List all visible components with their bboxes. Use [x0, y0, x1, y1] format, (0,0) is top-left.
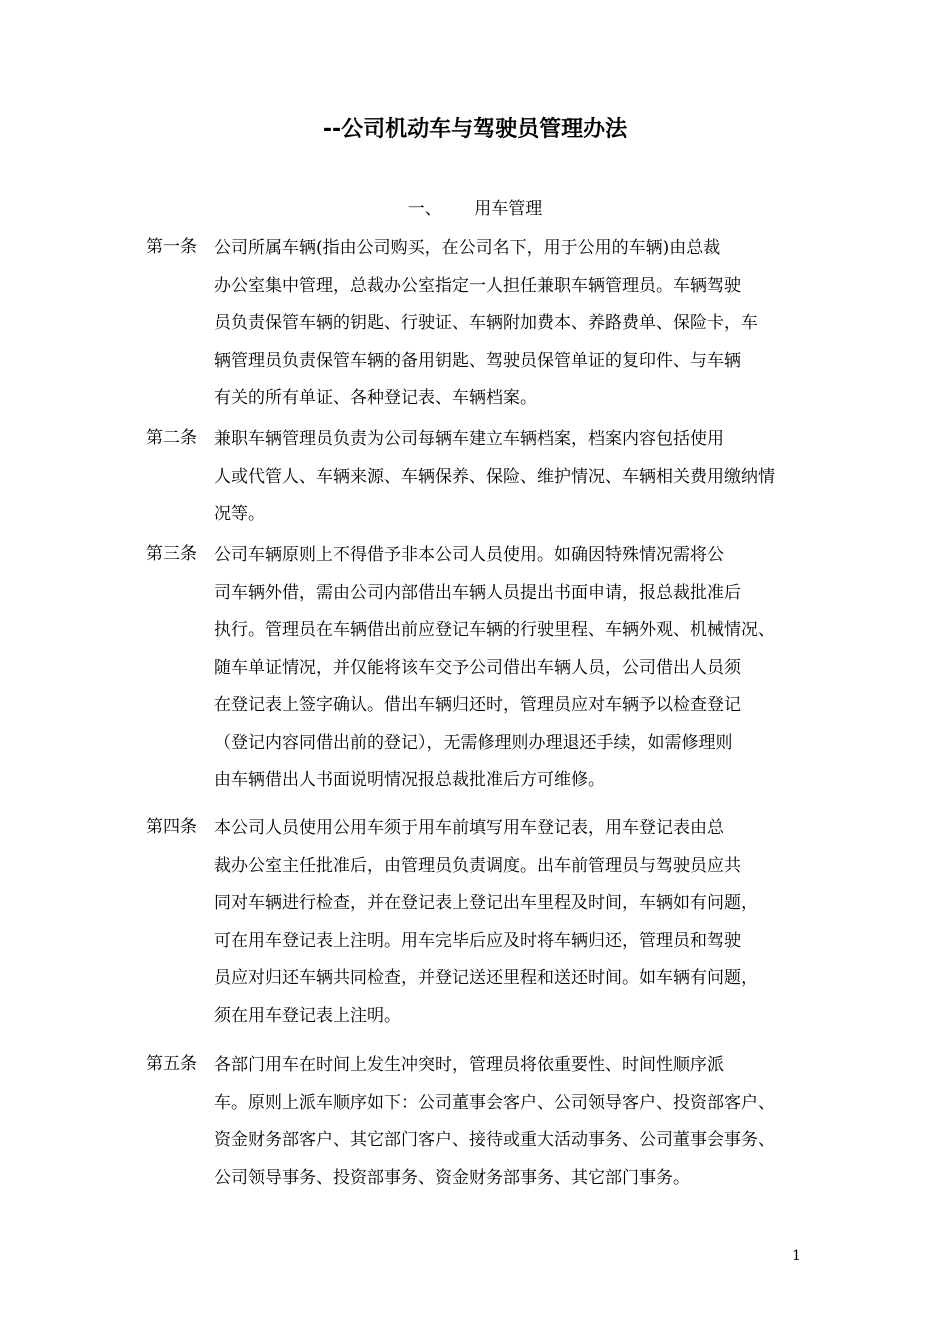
article-body — [214, 1047, 826, 1197]
text-line: 由车辆借出人书面说明情况报总裁批准后方可维修。 — [214, 770, 605, 790]
article-5 — [146, 1047, 826, 1197]
text-line: 员负责保管车辆的钥匙、行驶证、车辆附加费本、养路费单、保险卡，车 — [214, 313, 758, 333]
article-body — [214, 810, 826, 1035]
article-label: 第五条 — [146, 1054, 197, 1074]
text-line: 随车单证情况，并仅能将该车交予公司借出车辆人员，公司借出人员须 — [214, 657, 741, 678]
article-body — [214, 537, 826, 800]
text-line: 兼职车辆管理员负责为公司每辆车建立车辆档案，档案内容包括使用 — [214, 429, 724, 449]
article-body — [214, 230, 826, 418]
section-heading: 一、 用车管理 — [407, 199, 543, 219]
text-line: 公司领导事务、投资部事务、资金财务部事务、其它部门事务。 — [214, 1167, 690, 1188]
page-number: 1 — [792, 1248, 801, 1264]
article-label: 第四条 — [146, 817, 197, 837]
text-line: 执行。管理员在车辆借出前应登记车辆的行驶里程、车辆外观、机械情况、 — [214, 620, 775, 640]
document-title: --公司机动车与驾驶员管理办法 — [322, 117, 628, 142]
article-label: 第一条 — [146, 237, 197, 257]
text-line: 员应对归还车辆共同检查，并登记送还里程和送还时间。如车辆有问题， — [214, 968, 758, 988]
text-line: 可在用车登记表上注明。用车完毕后应及时将车辆归还，管理员和驾驶 — [214, 930, 741, 951]
article-label: 第二条 — [146, 428, 197, 448]
text-line: （登记内容同借出前的登记），无需修理则办理退还手续，如需修理则 — [214, 732, 733, 753]
text-line: 况等。 — [214, 504, 265, 524]
article-3 — [146, 537, 826, 800]
text-line: 司车辆外借，需由公司内部借出车辆人员提出书面申请，报总裁批准后 — [214, 582, 741, 603]
text-line: 有关的所有单证、各种登记表、车辆档案。 — [214, 388, 537, 408]
text-line: 各部门用车在时间上发生冲突时，管理员将依重要性、时间性顺序派 — [214, 1055, 724, 1075]
text-line: 同对车辆进行检查，并在登记表上登记出车里程及时间，车辆如有问题， — [214, 893, 758, 913]
article-1 — [146, 230, 826, 418]
text-line: 本公司人员使用公用车须于用车前填写用车登记表，用车登记表由总 — [214, 818, 724, 838]
text-line: 须在用车登记表上注明。 — [214, 1005, 401, 1026]
article-body — [214, 421, 826, 534]
text-line: 人或代管人、车辆来源、车辆保养、保险、维护情况、车辆相关费用缴纳情 — [214, 466, 775, 487]
text-line: 在登记表上签字确认。借出车辆归还时，管理员应对车辆予以检查登记 — [214, 695, 741, 715]
article-2 — [146, 421, 826, 534]
article-label: 第三条 — [146, 544, 197, 564]
text-line: 办公室集中管理，总裁办公室指定一人担任兼职车辆管理员。车辆驾驶 — [214, 275, 741, 296]
text-line: 辆管理员负责保管车辆的备用钥匙、驾驶员保管单证的复印件、与车辆 — [214, 350, 741, 371]
text-line: 公司所属车辆(指由公司购买，在公司名下，用于公用的车辆)由总裁 — [214, 238, 721, 258]
article-4 — [146, 810, 826, 1035]
text-line: 车。原则上派车顺序如下：公司董事会客户、公司领导客户、投资部客户、 — [214, 1092, 775, 1113]
text-line: 裁办公室主任批准后，由管理员负责调度。出车前管理员与驾驶员应共 — [214, 855, 741, 876]
text-line: 资金财务部客户、其它部门客户、接待或重大活动事务、公司董事会事务、 — [214, 1130, 775, 1150]
text-line: 公司车辆原则上不得借予非本公司人员使用。如确因特殊情况需将公 — [214, 545, 724, 565]
